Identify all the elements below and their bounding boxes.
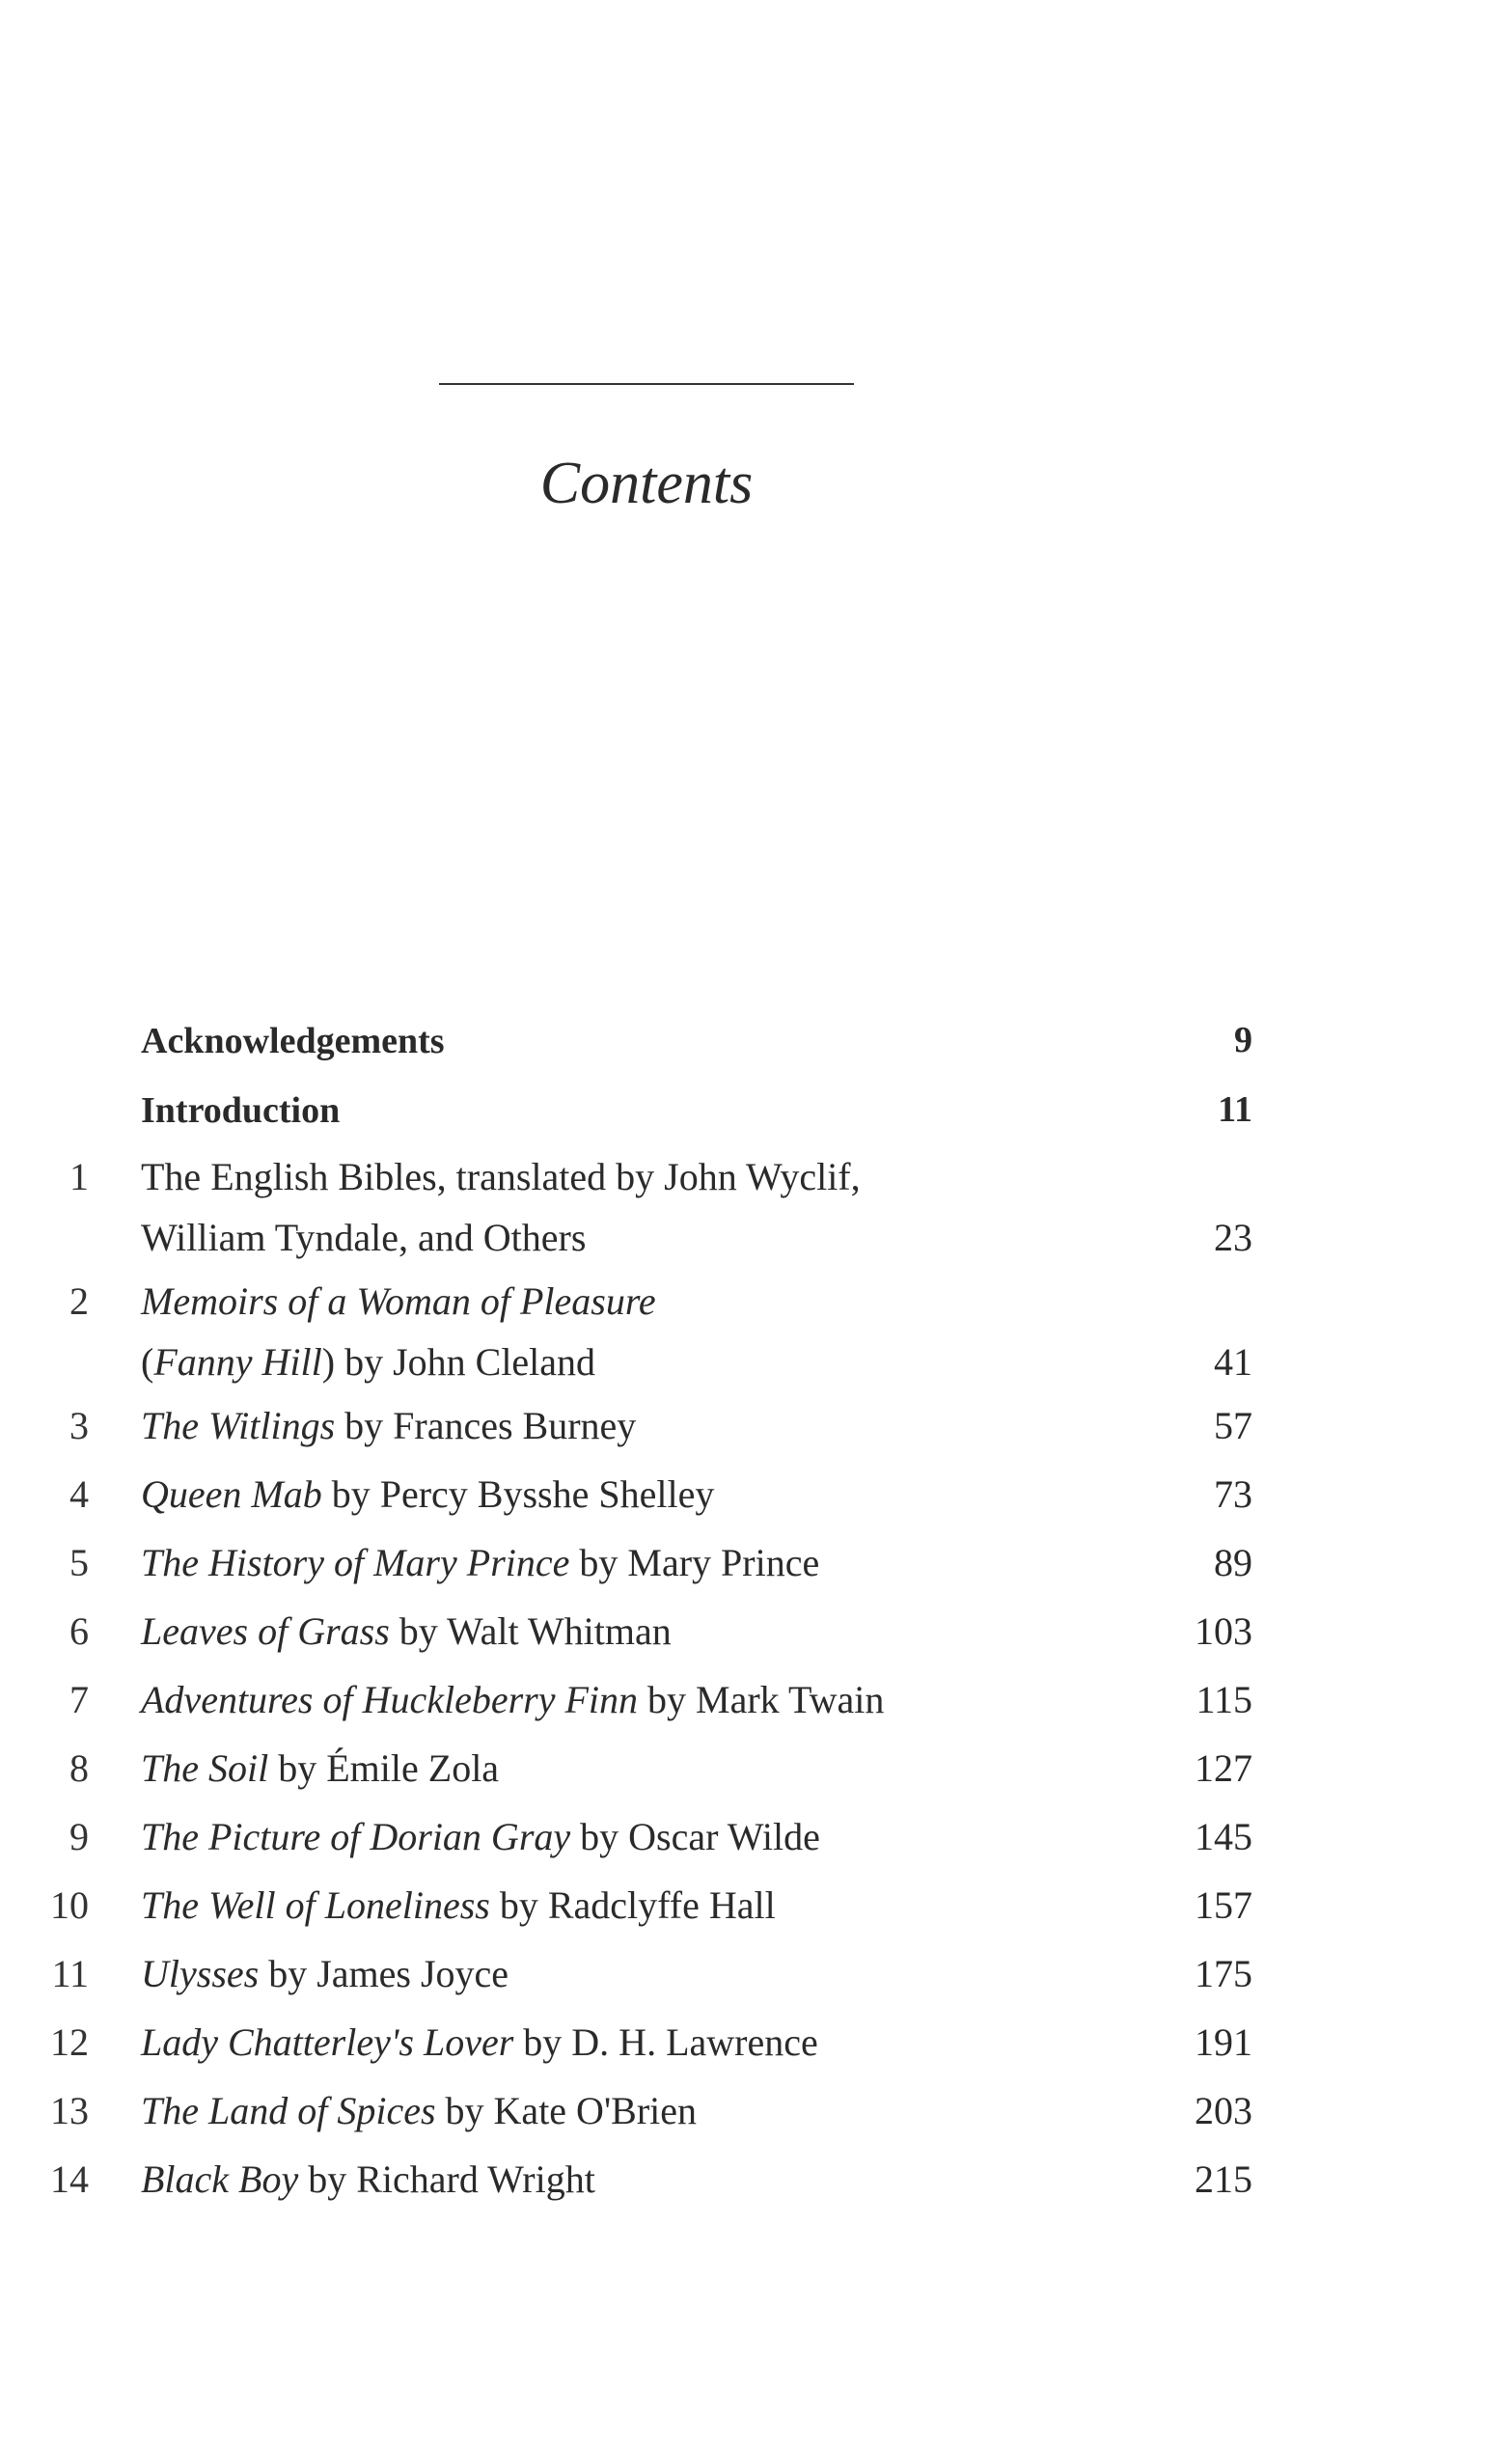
chapter-number: 1 [69, 1155, 89, 1198]
chapter-title-line [141, 2155, 1106, 2205]
chapter-title [141, 1470, 1106, 1520]
chapter-title-line [141, 1949, 1106, 1999]
chapter-number: 4 [69, 1472, 89, 1516]
chapter-title-line [141, 2086, 1106, 2136]
page-number: 127 [1195, 1746, 1252, 1790]
chapter-title-line [141, 1015, 1106, 1066]
italic-title-text: The Well of Loneliness [141, 1883, 490, 1927]
page-number: 73 [1214, 1472, 1252, 1516]
chapter-number: 2 [69, 1279, 89, 1323]
plain-text: The English Bibles, translated by John Wyclif, [141, 1155, 861, 1198]
page-number: 41 [1214, 1340, 1252, 1384]
chapter-number: 9 [69, 1815, 89, 1858]
page-number: 157 [1195, 1883, 1252, 1927]
italic-title-text: Fanny Hill [153, 1340, 322, 1384]
plain-text: by Émile Zola [268, 1746, 500, 1790]
chapter-title [141, 2086, 1106, 2136]
plain-text: by Oscar Wilde [570, 1815, 820, 1858]
page-number: 89 [1214, 1541, 1252, 1584]
chapter-title [141, 2018, 1106, 2068]
plain-text: by Mary Prince [569, 1541, 820, 1584]
plain-text: by Walt Whitman [389, 1609, 672, 1653]
italic-title-text: Leaves of Grass [141, 1609, 390, 1653]
plain-text: William Tyndale, and Others [141, 1216, 587, 1259]
chapter-title [141, 2155, 1106, 2205]
page-title: Contents [539, 451, 754, 516]
chapter-title-line [141, 1470, 1106, 1520]
chapter-title-line [141, 1337, 1106, 1387]
page-number: 103 [1195, 1609, 1252, 1653]
italic-title-text: The History of Mary Prince [141, 1541, 570, 1584]
page-number: 175 [1195, 1952, 1252, 1995]
plain-text: by Frances Burney [335, 1404, 637, 1447]
chapter-number: 11 [51, 1952, 89, 1995]
chapter-title [141, 1085, 1106, 1136]
page-number: 203 [1195, 2089, 1252, 2132]
italic-title-text: Memoirs of a Woman of Pleasure [141, 1279, 656, 1323]
chapter-number: 5 [69, 1541, 89, 1584]
italic-title-text: Adventures of Huckleberry Finn [141, 1678, 639, 1721]
chapter-number: 12 [50, 2020, 89, 2064]
italic-title-text: The Land of Spices [141, 2089, 436, 2132]
chapter-title [141, 1675, 1106, 1725]
chapter-title [141, 1538, 1106, 1588]
chapter-title-line [141, 1152, 1106, 1202]
chapter-title [141, 1607, 1106, 1657]
italic-title-text: Black Boy [141, 2157, 299, 2201]
section-heading-text: Introduction [141, 1090, 341, 1131]
chapter-title-line [141, 1675, 1106, 1725]
plain-text: by Percy Bysshe Shelley [321, 1472, 715, 1516]
chapter-number: 6 [69, 1609, 89, 1653]
chapter-title-line [141, 1213, 1106, 1263]
italic-title-text: Ulysses [141, 1952, 260, 1995]
plain-text: by James Joyce [259, 1952, 509, 1995]
chapter-title-line [141, 1744, 1106, 1794]
chapter-title [141, 1744, 1106, 1794]
plain-text: by Mark Twain [638, 1678, 885, 1721]
plain-text: by D. H. Lawrence [513, 2020, 818, 2064]
chapter-number: 10 [50, 1883, 89, 1927]
chapter-title [141, 1949, 1106, 1999]
italic-title-text: The Witlings [141, 1404, 336, 1447]
chapter-title [141, 1881, 1106, 1931]
page-number: 215 [1195, 2157, 1252, 2201]
chapter-title-line [141, 2018, 1106, 2068]
page-number: 9 [1234, 1020, 1252, 1060]
italic-title-text: The Soil [141, 1746, 269, 1790]
chapter-title [141, 1401, 1106, 1451]
chapter-title [141, 1812, 1106, 1862]
page-number: 23 [1214, 1216, 1252, 1259]
page-number: 57 [1214, 1404, 1252, 1447]
page-number: 145 [1195, 1815, 1252, 1858]
page-number: 11 [1218, 1089, 1252, 1130]
plain-text: ) by John Cleland [321, 1340, 596, 1384]
chapter-number: 3 [69, 1404, 89, 1447]
chapter-number: 14 [50, 2157, 89, 2201]
chapter-title-line [141, 1812, 1106, 1862]
chapter-title-line [141, 1085, 1106, 1136]
plain-text: by Kate O'Brien [435, 2089, 698, 2132]
chapter-title [141, 1152, 1106, 1263]
chapter-number: 8 [69, 1746, 89, 1790]
chapter-title-line [141, 1277, 1106, 1327]
chapter-number: 13 [50, 2089, 89, 2132]
section-heading-text: Acknowledgements [141, 1021, 445, 1061]
chapter-title-line [141, 1607, 1106, 1657]
plain-text: ( [141, 1340, 154, 1384]
chapter-title [141, 1015, 1106, 1066]
chapter-title-line [141, 1881, 1106, 1931]
plain-text: by Richard Wright [298, 2157, 595, 2201]
chapter-title [141, 1277, 1106, 1387]
page-number: 191 [1195, 2020, 1252, 2064]
page-number: 115 [1196, 1678, 1252, 1721]
chapter-number: 7 [69, 1678, 89, 1721]
chapter-title-line [141, 1401, 1106, 1451]
italic-title-text: Lady Chatterley's Lover [141, 2020, 514, 2064]
chapter-title-line [141, 1538, 1106, 1588]
plain-text: by Radclyffe Hall [489, 1883, 776, 1927]
italic-title-text: Queen Mab [141, 1472, 322, 1516]
italic-title-text: The Picture of Dorian Gray [141, 1815, 571, 1858]
